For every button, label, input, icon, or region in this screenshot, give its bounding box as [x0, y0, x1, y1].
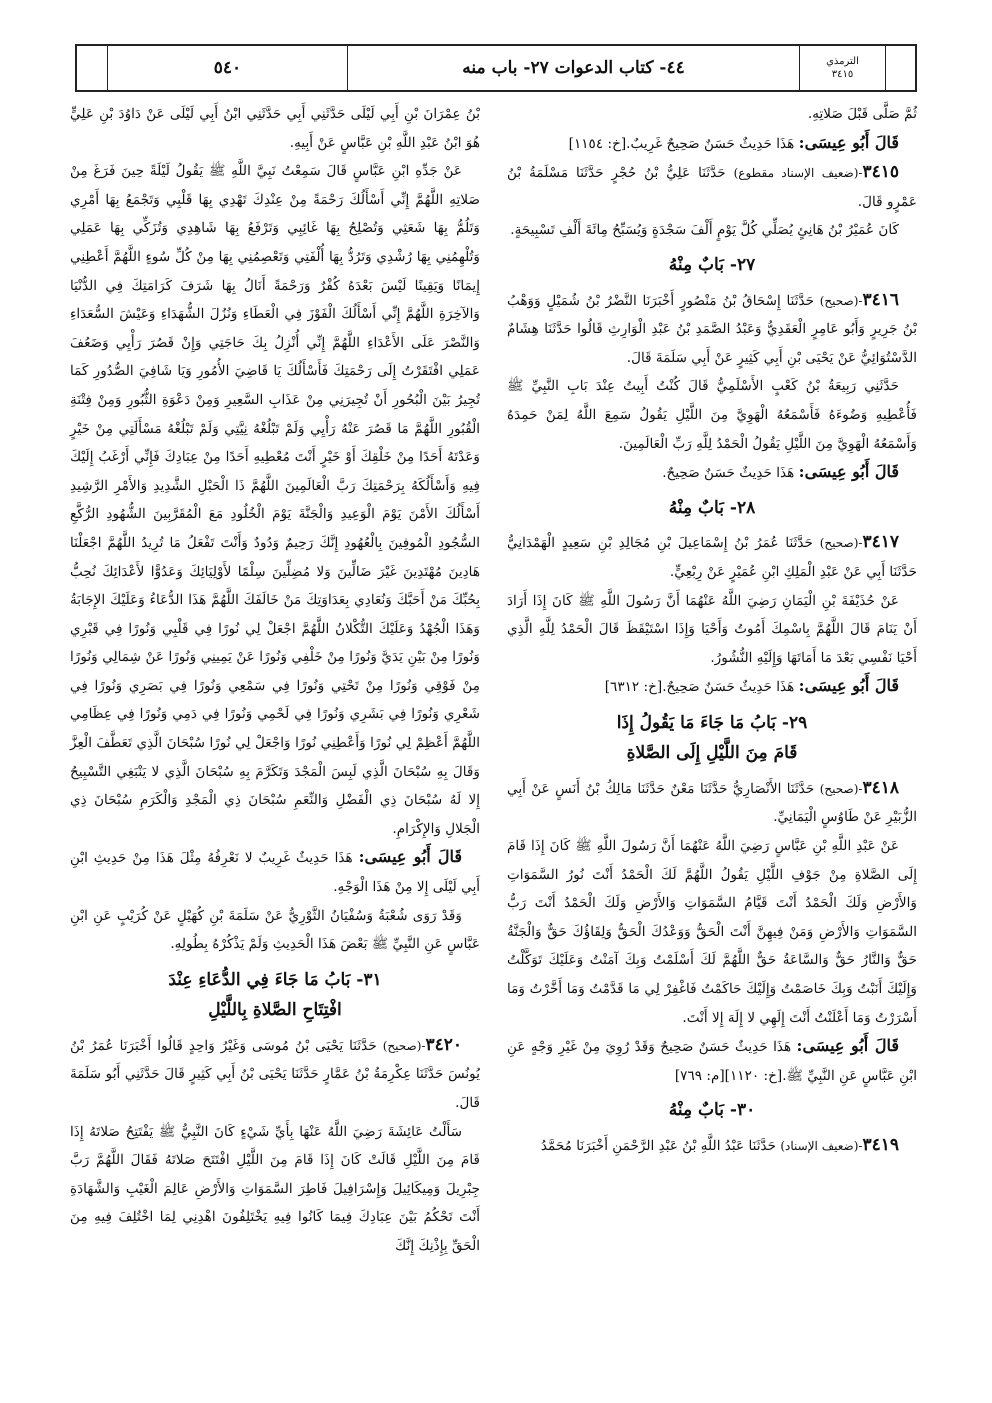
- hadith-isnad: حَدَّثَنَا عَلِيُّ بْنُ حُجْرٍ حَدَّثَنَا مَسْلَمَةُ بْنُ عَمْرٍو قَالَ.: [507, 165, 917, 210]
- hadith-matn: كَانَ عُمَيْرُ بْنُ هَانِئٍ يُصَلِّي كُلَّ يَوْمٍ أَلْفَ سَجْدَةٍ وَيُسَبِّحُ مِائَةَ أَلْفِ تَسْبِيحَةٍ.: [510, 222, 899, 239]
- hadith-number: ٣٤١٩: [862, 1135, 899, 1155]
- chapter-heading-29: [507, 708, 917, 768]
- hadith-3417: [507, 528, 917, 586]
- hadith-3420: [70, 1031, 480, 1118]
- hadith-3416: [507, 286, 917, 373]
- hadith-3419: [507, 1131, 917, 1161]
- hadith-grade: -(صحيح): [382, 1038, 426, 1053]
- comment-text: هَذَا حَدِيثٌ حَسَنٌ صَحِيحٌ وَقَدْ رُوِيَ مِنْ غَيْرِ وَجْهٍ عَنِ ابْنِ عَبَّاسٍ عَنِ النَّبِيِّ ﷺ.[خ: ١١٢٠][م: ٧٦٩]: [507, 1039, 917, 1084]
- header-book-name: الترمذي: [826, 56, 859, 67]
- abu-isa-comment: [507, 458, 917, 488]
- comment-text: هَذَا حَدِيثٌ حَسَنٌ صَحِيحٌ.[خ: ٦٣١٢]: [604, 679, 795, 696]
- hadith-grade: -(ضعيف الإسناد): [780, 1139, 863, 1153]
- abu-isa-comment: [507, 1032, 917, 1090]
- hadith-3415: [507, 158, 917, 216]
- header-page-number: ٥٤٠: [107, 46, 347, 90]
- hadith-grade: -(صحيح): [819, 293, 863, 308]
- chapter-heading-line: ٣١- بَابُ مَا جَاءَ فِي الدُّعَاءِ عِنْدَ: [168, 969, 382, 990]
- paragraph: بْنُ عِمْرَانَ بْنِ أَبِي لَيْلَى حَدَّثَنِي أَبِي حَدَّثَنِي ابْنُ أَبِي لَيْلَى عَنْ دَاوُدَ بْنِ عَلِيٍّ هُوَ ابْنُ عَبْدِ اللَّهِ بْنِ عَبَّاسٍ عَنْ أَبِيهِ.: [70, 106, 480, 151]
- page-header: [75, 44, 917, 92]
- comment-text: هَذَا حَدِيثٌ غَرِيبٌ لا نَعْرِفُهُ مِثْلَ هَذَا مِنْ حَدِيثِ ابْنِ أَبِي لَيْلَى إِلا مِنْ هَذَا الْوَجْهِ.: [70, 850, 480, 896]
- chapter-heading-30: ٣٠- بَابٌ مِنْهُ: [668, 1100, 756, 1121]
- hadith-number: ٣٤١٨: [862, 777, 899, 798]
- header-running-title: ٤٤- كتاب الدعوات ٢٧- باب منه: [347, 46, 799, 90]
- chapter-heading-27: ٢٧- بَابٌ مِنْهُ: [668, 254, 756, 275]
- paragraph: ثُمَّ صَلَّى قَبْلَ صَلاتِهِ.: [807, 106, 917, 122]
- hadith-number: ٣٤١٧: [862, 532, 899, 553]
- chapter-heading-line: ٢٩- بَابُ مَا جَاءَ مَا يَقُولُ إِذَا: [616, 712, 808, 733]
- hadith-matn: حَدَّثَنِي رَبِيعَةُ بْنُ كَعْبٍ الأَسْلَمِيُّ قَالَ كُنْتُ أَبِيتُ عِنْدَ بَابِ النَّبِيِّ ﷺ فَأُعْطِيهِ وَضُوءَهُ فَأَسْمَعُهُ الْهَوِيَّ مِنَ اللَّيْلِ يَقُولُ سَمِعَ اللَّهُ لِمَنْ حَمِدَهُ وَأَسْمَعُهُ الْهَوِيَّ مِنَ اللَّيْلِ يَقُولُ الْحَمْدُ لِلَّهِ رَبِّ الْعَالَمِينَ.: [507, 378, 917, 452]
- abu-isa-comment: [507, 129, 917, 159]
- hadith-isnad: حَدَّثَنَا إِسْحَاقُ بْنُ مَنْصُورٍ أَخْبَرَنَا النَّضْرُ بْنُ شُمَيْلٍ وَوَهْبُ بْنُ جَرِيرٍ وَأَبُو عَامِرٍ الْعَقَدِيُّ وَعَبْدُ الصَّمَدِ بْنُ عَبْدِ الْوَارِثِ قَالُوا حَدَّثَنَا هِشَامٌ الدَّسْتُوَائِيُّ عَنْ يَحْيَى بْنِ أَبِي كَثِيرٍ عَنْ أَبِي سَلَمَةَ قَالَ.: [507, 292, 917, 366]
- hadith-number: ٣٤٢٠: [425, 1034, 462, 1055]
- hadith-isnad: حَدَّثَنَا الأَنْصَارِيُّ حَدَّثَنَا مَعْنٌ حَدَّثَنَا مَالِكُ بْنُ أَنَسٍ عَنْ أَبِي الزُّبَيْرِ عَنْ طَاوُسٍ الْيَمَانِيِّ.: [507, 780, 917, 826]
- hadith-isnad: حَدَّثَنَا يَحْيَى بْنُ مُوسَى وَغَيْرُ وَاحِدٍ قَالُوا أَخْبَرَنَا عُمَرُ بْنُ يُونُسَ حَدَّثَنَا عِكْرِمَةُ بْنُ عَمَّارٍ حَدَّثَنَا يَحْيَى بْنُ أَبِي كَثِيرٍ قَالَ حَدَّثَنِي أَبُو سَلَمَةَ قَالَ.: [70, 1037, 480, 1111]
- chapter-heading-28: ٢٨- بَابٌ مِنْهُ: [668, 497, 756, 518]
- hadith-3418: [507, 774, 917, 832]
- hadith-isnad: حَدَّثَنَا عَبْدُ اللَّهِ بْنُ عَبْدِ الرَّحْمَنِ أَخْبَرَنَا مُحَمَّدُ: [540, 1138, 777, 1154]
- abu-isa-label: قَالَ أَبُو عِيسَى:: [798, 132, 899, 152]
- left-column: [70, 100, 480, 1261]
- hadith-matn: عَنْ عَبْدِ اللَّهِ بْنِ عَبَّاسٍ رَضِيَ اللَّهُ عَنْهُمَا أَنَّ رَسُولَ اللَّهِ ﷺ كَانَ إِذَا قَامَ إِلَى الصَّلاةِ مِنْ جَوْفِ اللَّيْلِ يَقُولُ اللَّهُمَّ لَكَ الْحَمْدُ أَنْتَ نُورُ السَّمَوَاتِ وَالأَرْضِ وَلَكَ الْحَمْدُ أَنْتَ قَيَّامُ السَّمَوَاتِ وَالأَرْضِ وَلَكَ الْحَمْدُ أَنْتَ رَبُّ السَّمَوَاتِ وَالأَرْضِ وَمَنْ فِيهِنَّ أَنْتَ الْحَقُّ وَوَعْدُكَ الْحَقُّ وَلِقَاؤُكَ حَقٌّ وَالْجَنَّةُ حَقٌّ وَالنَّارُ حَقٌّ وَالسَّاعَةُ حَقٌّ اللَّهُمَّ لَكَ أَسْلَمْتُ وَبِكَ آمَنْتُ وَعَلَيْكَ تَوَكَّلْتُ وَإِلَيْكَ أَنَبْتُ وَبِكَ خَاصَمْتُ وَإِلَيْكَ حَاكَمْتُ فَاغْفِرْ لِي مَا قَدَّمْتُ وَمَا أَخَّرْتُ وَمَا أَسْرَرْتُ وَمَا أَعْلَنْتُ أَنْتَ إِلَهِي لا إِلَهَ إِلا أَنْتَ.: [507, 838, 917, 1026]
- paragraph: وَقَدْ رَوَى شُعْبَةُ وَسُفْيَانُ الثَّوْرِيُّ عَنْ سَلَمَةَ بْنِ كُهَيْلٍ عَنْ كُرَيْبٍ عَنِ ابْنِ عَبَّاسٍ عَنِ النَّبِيِّ ﷺ بَعْضَ هَذَا الْحَدِيثِ وَلَمْ يَذْكُرْهُ بِطُولِهِ.: [70, 907, 480, 953]
- hadith-grade: -(صحيح): [819, 781, 863, 796]
- hadith-number: ٣٤١٦: [862, 289, 899, 310]
- hadith-isnad: حَدَّثَنَا عُمَرُ بْنُ إِسْمَاعِيلَ بْنِ مُجَالِدِ بْنِ سَعِيدٍ الْهَمْدَانِيُّ حَدَّثَنَا أَبِي عَنْ عَبْدِ الْمَلِكِ ابْنِ عُمَيْرٍ عَنْ رِبْعِيٍّ.: [507, 535, 917, 580]
- header-margin-left: [77, 46, 107, 90]
- chapter-heading-line: افْتِتَاحِ الصَّلاةِ بِاللَّيْلِ: [208, 999, 342, 1020]
- hadith-matn: عَنْ حُذَيْفَةَ بْنِ الْيَمَانِ رَضِيَ اللَّهُ عَنْهُمَا أَنَّ رَسُولَ اللَّهِ ﷺ كَانَ إِذَا أَرَادَ أَنْ يَنَامَ قَالَ اللَّهُمَّ بِاسْمِكَ أَمُوتُ وَأَحْيَا وَإِذَا اسْتَيْقَظَ قَالَ الْحَمْدُ لِلَّهِ الَّذِي أَحْيَا نَفْسِي بَعْدَ مَا أَمَاتَهَا وَإِلَيْهِ النُّشُورُ.: [507, 592, 917, 666]
- abu-isa-label: قَالَ أَبُو عِيسَى:: [798, 462, 899, 482]
- abu-isa-comment: [70, 843, 480, 901]
- comment-text: هَذَا حَدِيثٌ حَسَنٌ صَحِيحٌ.: [662, 465, 795, 482]
- comment-text: هَذَا حَدِيثٌ حَسَنٌ صَحِيحٌ غَرِيبٌ.[خ: ١١٥٤]: [568, 135, 795, 152]
- chapter-heading-line: قَامَ مِنَ اللَّيْلِ إِلَى الصَّلاةِ: [626, 742, 798, 763]
- hadith-grade: -(ضعيف الإسناد مقطوع): [733, 166, 863, 181]
- hadith-matn: عَنْ جَدِّهِ ابْنِ عَبَّاسٍ قَالَ سَمِعْتُ نَبِيَّ اللَّهِ ﷺ يَقُولُ لَيْلَةً حِينَ فَرَغَ مِنْ صَلاتِهِ اللَّهُمَّ إِنِّي أَسْأَلُكَ رَحْمَةً مِنْ عِنْدِكَ تَهْدِي بِهَا قَلْبِي وَتَجْمَعُ بِهَا أَمْرِي وَتَلُمُّ بِهَا شَعَثِي وَتُصْلِحُ بِهَا غَائِبِي وَتَرْفَعُ بِهَا شَاهِدِي وَتُزَكِّي بِهَا عَمَلِي وَتُلْهِمُنِي بِهَا رُشْدِي وَتَرُدُّ بِهَا أُلْفَتِي وَتَعْصِمُنِي بِهَا مِنْ كُلِّ سُوءٍ اللَّهُمَّ أَعْطِنِي إِيمَانًا وَيَقِينًا لَيْسَ بَعْدَهُ كُفْرٌ وَرَحْمَةً أَنَالُ بِهَا شَرَفَ كَرَامَتِكَ فِي الدُّنْيَا وَالآخِرَةِ اللَّهُمَّ إِنِّي أَسْأَلُكَ الْفَوْزَ فِي الْعَطَاءِ وَنُزُلَ الشُّهَدَاءِ وَعَيْشَ السُّعَدَاءِ وَالنَّصْرَ عَلَى الأَعْدَاءِ اللَّهُمَّ إِنِّي أُنْزِلُ بِكَ حَاجَتِي وَإِنْ قَصُرَ رَأْيِي وَضَعُفَ عَمَلِي افْتَقَرْتُ إِلَى رَحْمَتِكَ فَأَسْأَلُكَ يَا قَاضِيَ الأُمُورِ وَيَا شَافِيَ الصُّدُورِ كَمَا تُجِيرُ بَيْنَ الْبُحُورِ أَنْ تُجِيرَنِي مِنْ عَذَابِ السَّعِيرِ وَمِنْ دَعْوَةِ الثُّبُورِ وَمِنْ فِتْنَةِ الْقُبُورِ اللَّهُمَّ مَا قَصُرَ عَنْهُ رَأْيِي وَلَمْ تَبْلُغْهُ نِيَّتِي وَلَمْ تَبْلُغْهُ مَسْأَلَتِي مِنْ خَيْرٍ وَعَدْتَهُ أَحَدًا مِنْ خَلْقِكَ أَوْ خَيْرٍ أَنْتَ مُعْطِيهِ أَحَدًا مِنْ عِبَادِكَ فَإِنِّي أَرْغَبُ إِلَيْكَ فِيهِ وَأَسْأَلُكَهُ بِرَحْمَتِكَ رَبَّ الْعَالَمِينَ اللَّهُمَّ ذَا الْحَبْلِ الشَّدِيدِ وَالأَمْرِ الرَّشِيدِ أَسْأَلُكَ الأَمْنَ يَوْمَ الْوَعِيدِ وَالْجَنَّةَ يَوْمَ الْخُلُودِ مَعَ الْمُقَرَّبِينَ الشُّهُودِ الرُّكَّعِ السُّجُودِ الْمُوفِينَ بِالْعُهُودِ إِنَّكَ رَحِيمٌ وَدُودٌ وَأَنْتَ تَفْعَلُ مَا تُرِيدُ اللَّهُمَّ اجْعَلْنَا هَادِينَ مُهْتَدِينَ غَيْرَ ضَالِّينَ وَلا مُضِلِّينَ سِلْمًا لأَوْلِيَائِكَ وَعَدُوًّا لأَعْدَائِكَ نُحِبُّ بِحُبِّكَ مَنْ أَحَبَّكَ وَنُعَادِي بِعَدَاوَتِكَ مَنْ خَالَفَكَ اللَّهُمَّ هَذَا الدُّعَاءُ وَعَلَيْكَ الإِجَابَةُ وَهَذَا الْجُهْدُ وَعَلَيْكَ التُّكْلانُ اللَّهُمَّ اجْعَلْ لِي نُورًا فِي قَلْبِي وَنُورًا فِي قَبْرِي وَنُورًا مِنْ بَيْنِ يَدَيَّ وَنُورًا مِنْ خَلْفِي وَنُورًا عَنْ يَمِينِي وَنُورًا عَنْ شِمَالِي وَنُورًا مِنْ فَوْقِي وَنُورًا مِنْ تَحْتِي وَنُورًا فِي سَمْعِي وَنُورًا فِي بَصَرِي وَنُورًا فِي شَعْرِي وَنُورًا فِي بَشَرِي وَنُورًا فِي لَحْمِي وَنُورًا فِي دَمِي وَنُورًا فِي عِظَامِي اللَّهُمَّ أَعْظِمْ لِي نُورًا وَأَعْطِنِي نُورًا وَاجْعَلْ لِي نُورًا سُبْحَانَ الَّذِي تَعَطَّفَ الْعِزَّ وَقَالَ بِهِ سُبْحَانَ الَّذِي لَبِسَ الْمَجْدَ وَتَكَرَّمَ بِهِ سُبْحَانَ الَّذِي لا يَنْبَغِي التَّسْبِيحُ إِلا لَهُ سُبْحَانَ ذِي الْفَضْلِ وَالنِّعَمِ سُبْحَانَ ذِي الْمَجْدِ وَالْكَرَمِ سُبْحَانَ ذِي الْجَلالِ وَالإِكْرَامِ.: [70, 163, 480, 837]
- abu-isa-label: قَالَ أَبُو عِيسَى:: [798, 676, 899, 696]
- hadith-grade: -(صحيح): [819, 536, 863, 551]
- header-margin-right: [885, 46, 915, 90]
- abu-isa-comment: [507, 672, 917, 702]
- abu-isa-label: قَالَ أَبُو عِيسَى:: [358, 847, 463, 867]
- header-hadith-number: ٣٤١٥: [831, 69, 854, 80]
- hadith-number: ٣٤١٥: [862, 162, 900, 183]
- header-book-ref: [799, 46, 885, 90]
- chapter-heading-31: [70, 965, 480, 1025]
- abu-isa-label: قَالَ أَبُو عِيسَى:: [796, 1036, 899, 1056]
- right-column: [507, 100, 917, 1161]
- hadith-matn: سَأَلْتُ عَائِشَةَ رَضِيَ اللَّهُ عَنْهَا بِأَيِّ شَيْءٍ كَانَ النَّبِيُّ ﷺ يَفْتَتِحُ صَلاتَهُ إِذَا قَامَ مِنَ اللَّيْلِ قَالَتْ كَانَ إِذَا قَامَ مِنَ اللَّيْلِ افْتَتَحَ صَلاتَهُ فَقَالَ اللَّهُمَّ رَبَّ جِبْرِيلَ وَمِيكَائِيلَ وَإِسْرَافِيلَ فَاطِرَ السَّمَوَاتِ وَالأَرْضِ عَالِمَ الْغَيْبِ وَالشَّهَادَةِ أَنْتَ تَحْكُمُ بَيْنَ عِبَادِكَ فِيمَا كَانُوا فِيهِ يَخْتَلِفُونَ اهْدِنِي لِمَا اخْتُلِفَ فِيهِ مِنَ الْحَقِّ بِإِذْنِكَ إِنَّكَ: [70, 1123, 480, 1254]
